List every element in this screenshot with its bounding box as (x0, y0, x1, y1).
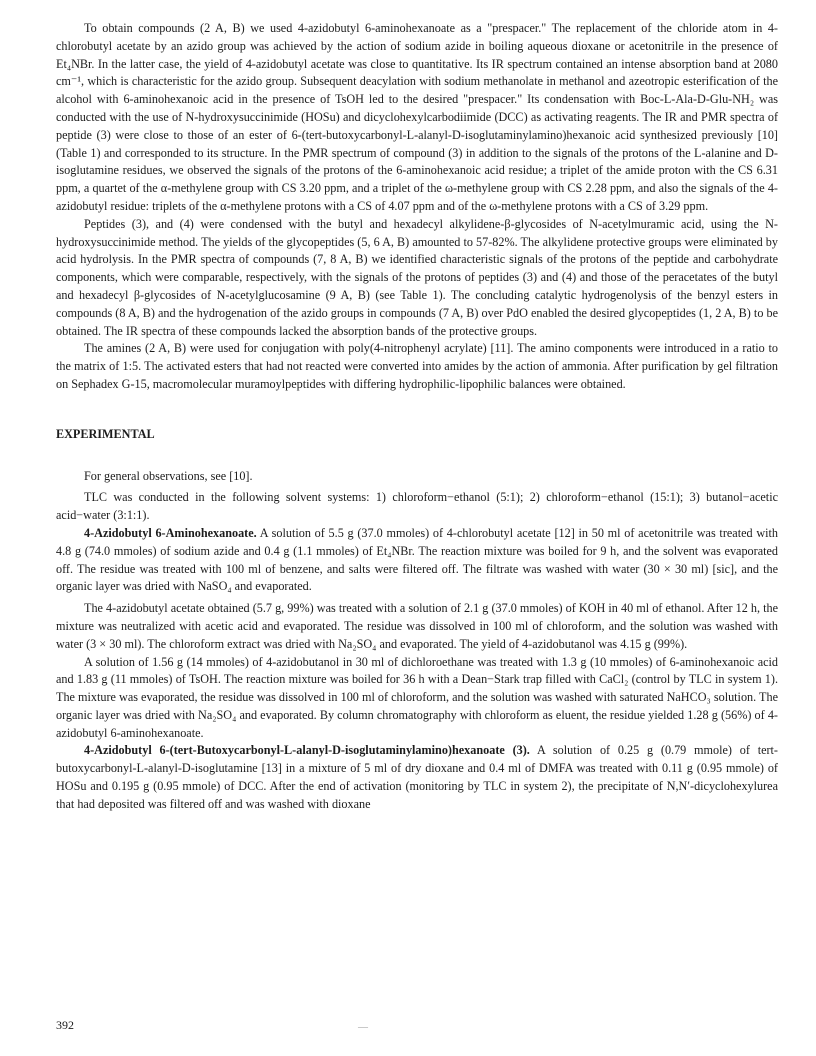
section-heading-experimental: EXPERIMENTAL (56, 426, 155, 441)
page-body (56, 20, 778, 814)
paragraph-general-observations: For general observations, see [10]. (84, 468, 253, 483)
paragraph-amine-conjugation: The amines (2 A, B) were used for conjugation with poly(4-nitrophenyl acrylate) [11]. The amino components were introduced in a ratio to the matrix of 1:5. The activated esters that had not reacted were converted into amides by the action of ammonia. After purification by gel filtration on Sephadex G-15, macromolecular muramoylpeptides with differing hydrophilic-lipophilic balances were obtained. (56, 341, 778, 391)
paragraph-glycopeptide-condensation: Peptides (3), and (4) were condensed with the butyl and hexadecyl alkylidene-β-glycosides of N-acetylmuramic acid, using the N-hydroxysuccinimide method. The yields of the glycopeptides (5, 6 A, B) amounted to 57-82%. The alkylidene protective groups were eliminated by acid hydrolysis. In the PMR spectra of compounds (7, 8 A, B) we identified characteristic signals of the protons of the peptide and carbohydrate components, which were comparable, respectively, with the signals of the protons of peptides (3) and (4) and those of the peracetates of the butyl and hexadecyl β-glycosides of N-acetylglucosamine (9 A, B) (see Table 1). The concluding catalytic hydrogenolysis of the benzyl esters in compounds (8 A, B) and the hydrogenation of the azido groups in compounds (7 A, B) over PdO enabled the desired glycopeptides (1, 2 A, B) to be obtained. The IR spectra of these compounds lacked the absorption bands of the protective groups. (56, 216, 778, 338)
paragraph-azidobutanol: The 4-azidobutyl acetate obtained (5.7 g, 99%) was treated with a solution of 2.1 g (37.0 mmoles) of KOH in 40 ml of ethanol. After 12 h, the mixture was neutralized with acetic acid and evaporated. The residue was dissolved in 100 ml of chloroform, and the solution was washed with water (3 × 30 ml). The chloroform extract was dried with Na₂SO₄ and evaporated. The yield of 4-azidobutanol was 4.15 g (99%). (56, 601, 778, 651)
page-number: 392 (56, 1018, 74, 1032)
compound3-text: A solution of 0.25 g (0.79 mmole) of tert-butoxycarbonyl-L-alanyl-D-isoglutamine [13] in a mixture of 5 ml of dry dioxane and 0.4 ml of DMFA was treated with 0.11 g (0.95 mmole) of HOSu and 0.195 g (0.95 mmole) of DCC. After the end of activation (monitoring by TLC in system 2), the precipitate of N,N′-dicyclohexylurea that had deposited was filtered off and was washed with dioxane (56, 743, 778, 811)
paragraph-esterification: A solution of 1.56 g (14 mmoles) of 4-azidobutanol in 30 ml of dichloroethane was treated with 1.3 g (10 mmoles) of 6-aminohexanoic acid and 1.83 g (11 mmoles) of TsOH. The reaction mixture was boiled for 36 h with a Dean−Stark trap filled with CaCl₂ (control by TLC in system 1). The mixture was evaporated, the residue was dissolved in 100 ml of chloroform, and the solution was washed with saturated NaHCO₃ solution. The organic layer was dried with Na₂SO₄ and evaporated. By column chromatography with chloroform as eluent, the residue yielded 1.28 g (56%) of 4-azidobutyl 6-aminohexanoate. (56, 654, 778, 740)
paragraph-compound3-procedure (56, 742, 778, 813)
compound3-title: 4-Azidobutyl 6-(tert-Butoxycarbonyl-L-alanyl-D-isoglutaminylamino)hexanoate (3). (84, 743, 530, 758)
paragraph-compound1-procedure (56, 525, 778, 596)
footer-mark: — (358, 1022, 368, 1033)
compound1-text: A solution of 5.5 g (37.0 mmoles) of 4-chlorobutyl acetate [12] in 50 ml of acetonitrile was treated with 4.8 g (74.0 mmoles) of sodium azide and 0.4 g (1.1 mmoles) of Et₄NBr. The reaction mixture was boiled for 9 h, and the solvent was evaporated off. The residue was treated with 100 ml of benzene, and salts were filtered off. The filtrate was washed with water (30 × 30 ml) [sic], and the organic layer was dried with NaSO₄ and evaporated. (56, 525, 779, 594)
compound1-title: 4-Azidobutyl 6-Aminohexanoate. (84, 525, 257, 540)
paragraph-tlc-systems: TLC was conducted in the following solvent systems: 1) chloroform−ethanol (5:1); 2) chloroform−ethanol (15:1); 3) butanol−acetic acid−water (3:1:1). (56, 490, 778, 523)
paragraph-prespacer-synthesis: To obtain compounds (2 A, B) we used 4-azidobutyl 6-aminohexanoate as a "prespacer." The replacement of the chloride atom in 4-chlorobutyl acetate by an azido group was achieved by the action of sodium azide in boiling aqueous dioxane or acetonitrile in the presence of Et₄NBr. In the latter case, the yield of 4-azidobutyl acetate was close to quantitative. Its IR spectrum contained an intense absorption band at 2080 cm⁻¹, which is characteristic for the azido group. Subsequent deacylation with sodium methanolate in methanol and azeotropic esterification of the alcohol with 6-aminohexanoic acid in the presence of TsOH led to the desired "prespacer." Its condensation with Boc-L-Ala-D-Glu-NH₂ was conducted with the use of N-hydroxysuccinimide (HOSu) and dicyclohexylcarbodiimide (DCC) as activating reagents. The IR and PMR spectra of peptide (3) were close to those of an ester of 6-(tert-butoxycarbonyl-L-alanyl-D-isoglutaminylamino)hexanoic acid synthesized previously [10] (Table 1) and corresponded to its structure. In the PMR spectrum of compound (3) in addition to the signals of the protons of the L-alanine and D-isoglutamine residues, we observed the signals of the protons of the 6-aminohexanoic acid residue; a triplet of the amide proton with the CS 6.31 ppm, a quartet of the α-methylene group with CS 3.20 ppm, and a triplet of the ω-methylene group with CS 2.28 ppm, and also the signals of the 4-azidobutyl residue: triplets of the α-methylene protons with a CS of 4.07 ppm and of the ω-methylene protons with a CS of 3.29 ppm. (56, 21, 778, 213)
